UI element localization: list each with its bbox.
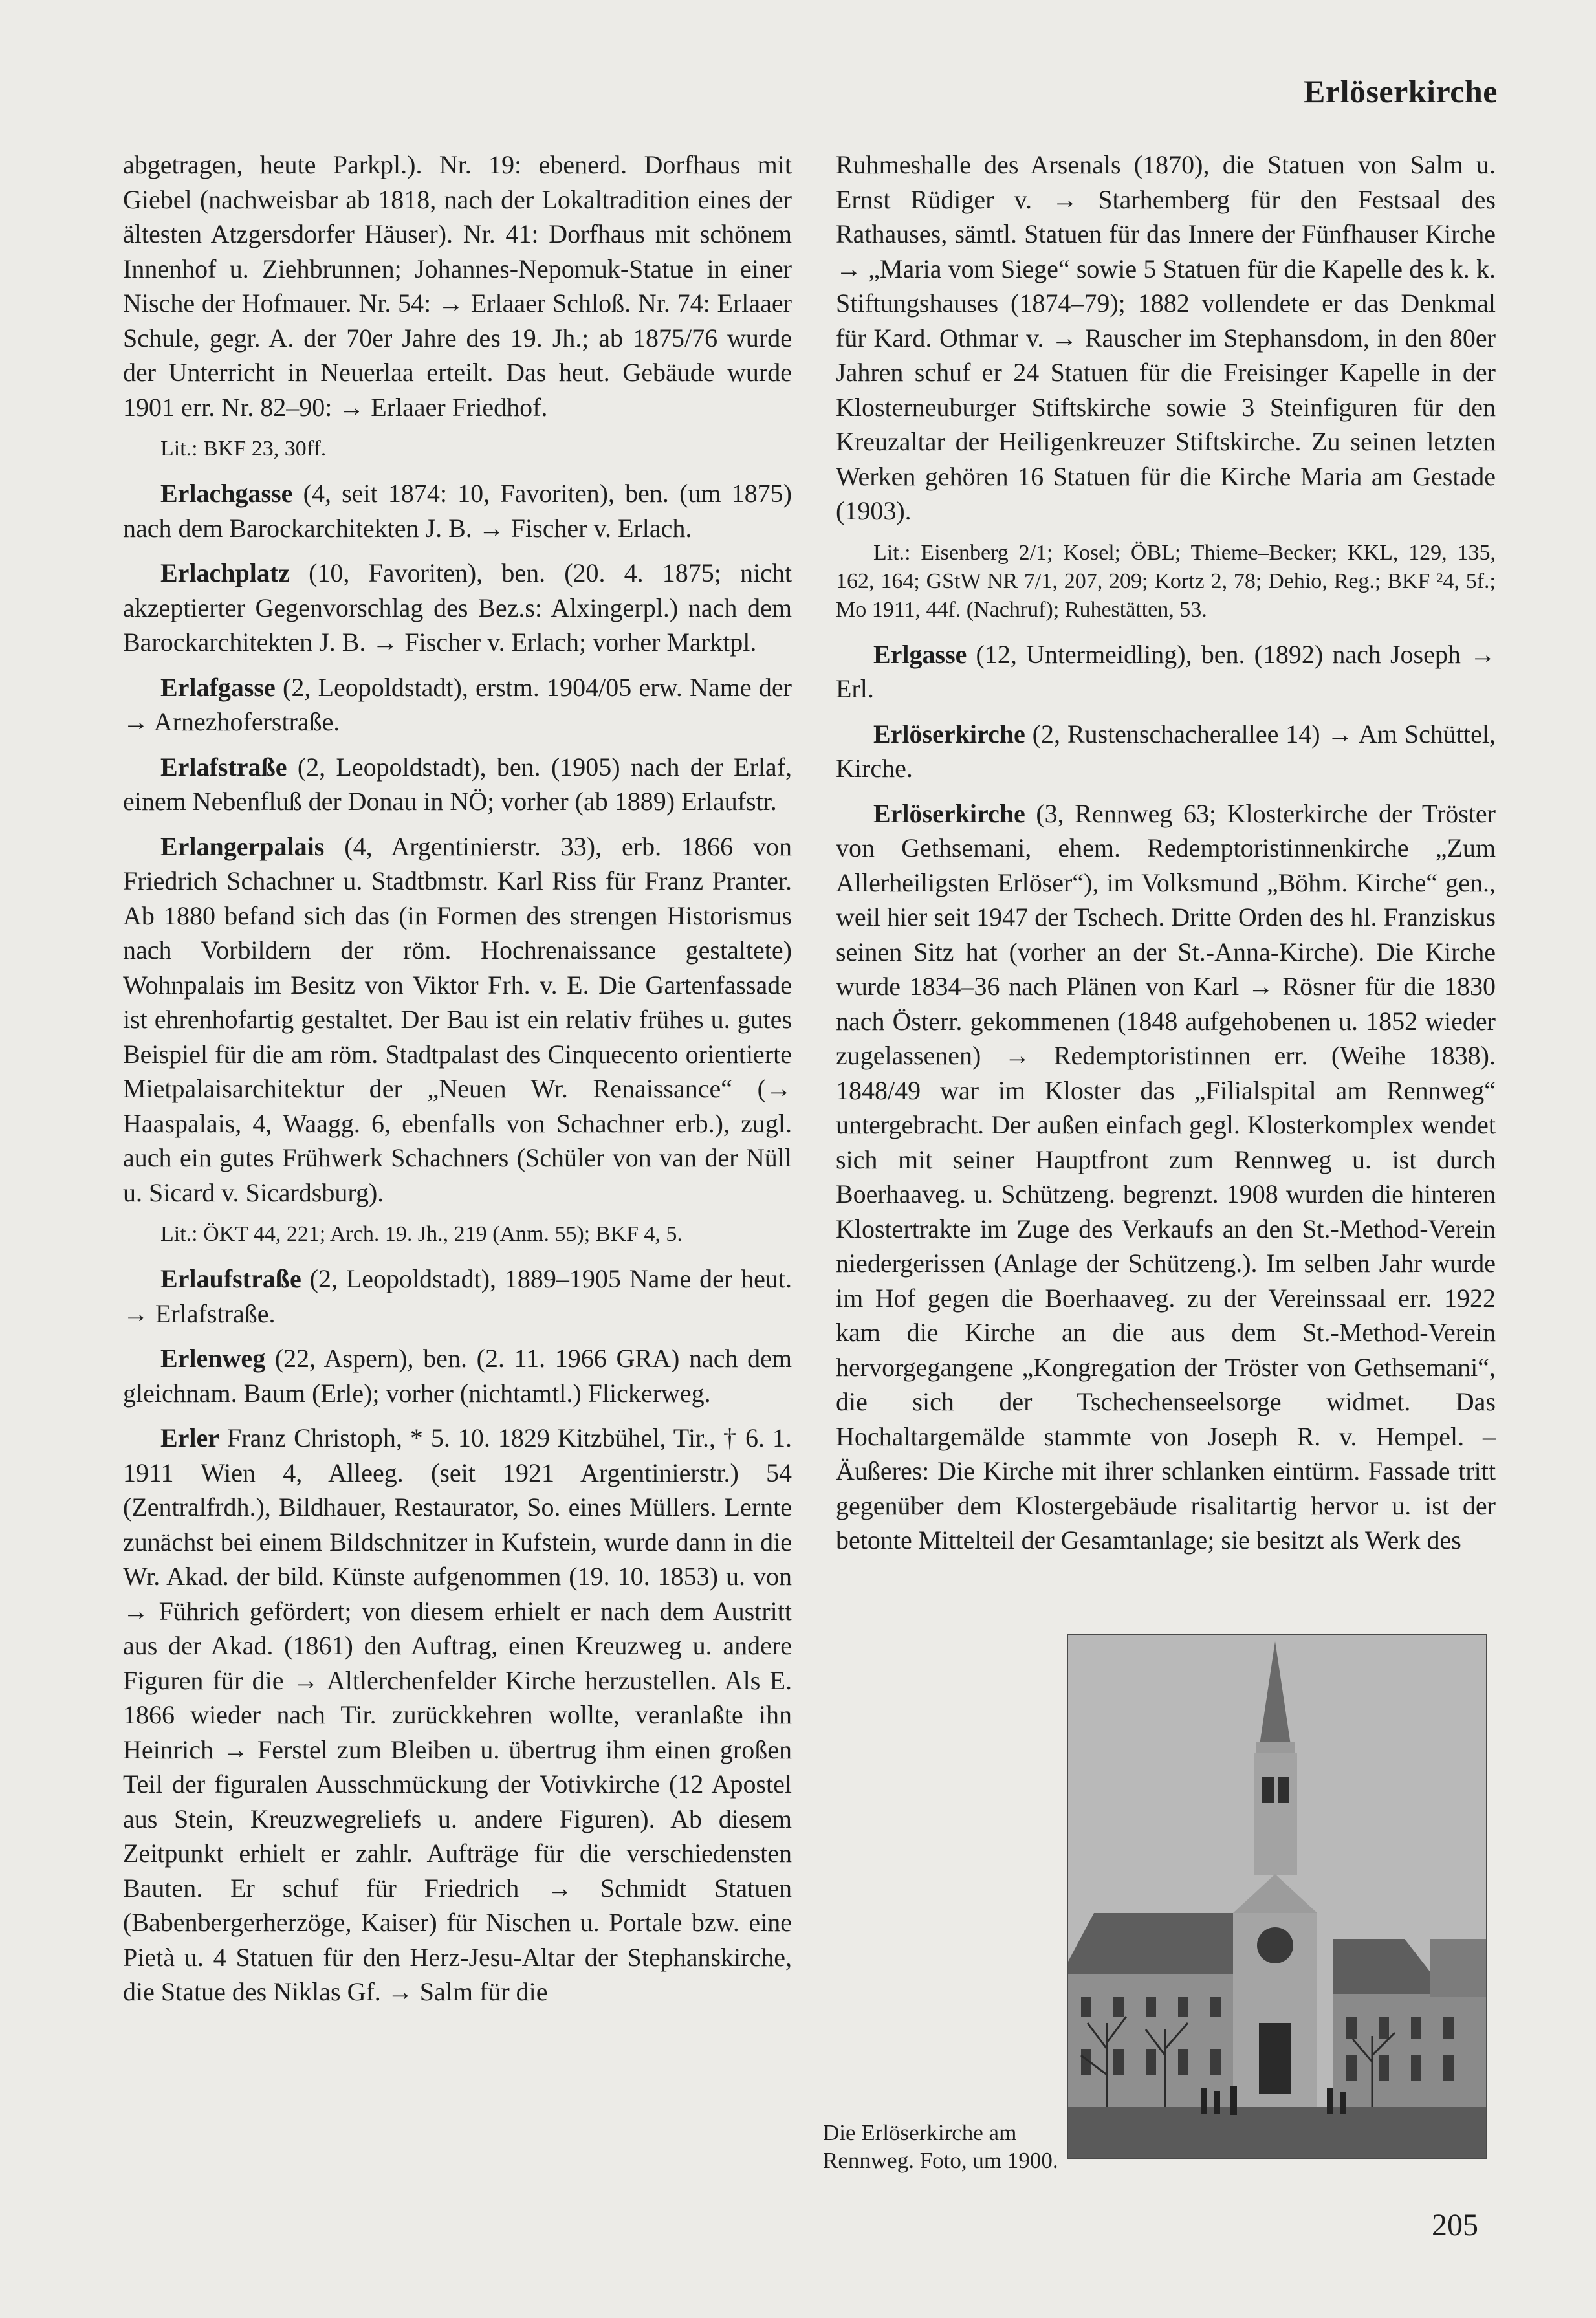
church-illustration	[1068, 1635, 1486, 2158]
page-number: 205	[1432, 2208, 1478, 2242]
entry-text: (4, Argentinierstr. 33), erb. 1866 von Friedrich Schachner u. Stadtbmstr. Karl Riss für Franz Pranter. Ab 1880 befand sich das (in Formen des strengen Historismus nach Vorbildern der röm. Hochrenaissance gestaltete) Wohnpalais im Besitz von Viktor Frh. v. E. Die Gartenfassade ist ehrenhofartig gestaltet. Der Bau ist ein relativ frühes u. gutes Beispiel für die am röm. Stadtpalast des Cinquecento orientierte Mietpalaisarchitektur der „Neuen Wr. Renaissance“ (→ Haaspalais, 4, Waagg. 6, ebenfalls von Schachner erb.), zugl. auch ein gutes Frühwerk Schachners (Schüler von van der Nüll u. Sicard v. Sicardsburg).	[123, 831, 792, 1207]
entry-text: (4, seit 1874: 10, Favoriten), ben. (um 1875) nach dem Barockarchitekten J. B. → Fischer v. Erlach.	[123, 479, 792, 543]
entry	[123, 1421, 792, 2009]
entry	[123, 670, 792, 739]
entry	[123, 1341, 792, 1410]
entry	[836, 148, 1496, 529]
entry	[836, 717, 1496, 786]
entry	[836, 796, 1496, 1558]
photo-caption: Die Erlöserkirche am Rennweg. Foto, um 1900.	[823, 2120, 1058, 2173]
left-column	[123, 148, 792, 2020]
entry	[123, 1262, 792, 1331]
entry-headword: Erlöserkirche	[873, 798, 1025, 828]
entry	[123, 556, 792, 660]
right-block	[1430, 1939, 1486, 1997]
left-wing	[1068, 1974, 1256, 2114]
entry-headword: Erlenweg	[160, 1344, 266, 1373]
entry-text: (10, Favoriten), ben. (20. 4. 1875; nicht akzeptierter Gegenvorschlag des Bez.s: Alxingerpl.) nach dem Barockarchitekten J. B. → Fischer v. Erlach; vorher Marktpl.	[123, 558, 792, 657]
entry-text: (2, Leopoldstadt), 1889–1905 Name der heut. → Erlafstraße.	[123, 1264, 792, 1328]
entry-headword: Erler	[160, 1423, 220, 1452]
tower-window-right	[1278, 1777, 1289, 1803]
tower-window-left	[1262, 1777, 1274, 1803]
ground	[1068, 2107, 1486, 2158]
entry	[123, 829, 792, 1210]
entry-text: Ruhmeshalle des Arsenals (1870), die Statuen von Salm u. Ernst Rüdiger v. → Starhemberg für den Festsaal des Rathauses, sämtl. Statuen für das Innere der Fünfhauser Kirche → „Maria vom Siege“ sowie 5 Statuen für die Kapelle des k. k. Stiftungshauses (1874–79); 1882 vollendete er das Denkmal für Kard. Othmar v. → Rauscher im Stephansdom, in den 80er Jahren schuf er 24 Statuen für die Freisinger Kapelle in der Klosterneuburger Stiftskirche sowie 3 Steinfiguren für den Kreuzaltar der Heiligenkreuzer Stiftskirche. Zu seinen letzten Werken gehören 16 Statuen für die Kirche Maria am Gestade (1903).	[836, 150, 1496, 525]
entry-headword: Erlaufstraße	[160, 1264, 301, 1293]
right-wing	[1333, 1994, 1486, 2114]
entry-text: Franz Christoph, * 5. 10. 1829 Kitzbühel, Tir., † 6. 1. 1911 Wien 4, Alleeg. (seit 1921 Argentinierstr.) 54 (Zentralfrdh.), Bildhauer, Restaurator, So. eines Müllers. Lernte zunächst bei einem Bildschnitzer in Kufstein, wurde dann in die Wr. Akad. der bild. Künste aufgenommen (19. 10. 1853) u. von → Führich gefördert; von diesem erhielt er nach dem Austritt aus der Akad. (1861) den Auftrag, einen Kreuzweg u. andere Figuren für die → Altlerchenfelder Kirche herzustellen. Als E. 1866 wieder nach Tir. zurückkehren wollte, veranlaßte ihn Heinrich → Ferstel zum Bleiben u. übertrug ihm einen großen Teil der figuralen Ausschmückung der Votivkirche (12 Apostel aus Stein, Kreuzwegreliefs u. andere Figuren). Ab diesem Zeitpunkt erhielt er zahlr. Aufträge für die verschiedensten Bauten. Er schuf für Friedrich → Schmidt Statuen (Babenbergerherzöge, Kaiser) für Nischen u. Portale bzw. eine Pietà u. 4 Statuen für den Herz-Jesu-Altar der Stephanskirche, die Statue des Niklas Gf. → Salm für die	[123, 1423, 792, 2006]
entry	[123, 148, 792, 424]
entry-text: (2, Rustenschacherallee 14) → Am Schüttel, Kirche.	[836, 719, 1496, 783]
entry-text: (3, Rennweg 63; Klosterkirche der Tröster von Gethsemani, ehem. Redemptoristinnenkirche „Zum Allerheiligsten Erlöser“), im Volksmund „Böhm. Kirche“ gen., weil hier seit 1947 der Tschech. Dritte Orden des hl. Franziskus seinen Sitz hat (vorher an der St.-Anna-Kirche). Die Kirche wurde 1834–36 nach Plänen von Karl → Rösner für die 1830 nach Österr. gekommenen (1848 aufgehobenen u. 1852 wieder zugelassenen) → Redemptoristinnen err. (Weihe 1838). 1848/49 war im Kloster das „Filialspital am Rennweg“ untergebracht. Der außen einfach gegl. Klosterkomplex wendet sich mit seiner Hauptfront zum Rennweg u. ist durch Boerhaaveg. u. Schützeng. begrenzt. 1908 wurden die hinteren Klostertrakte im Zuge des Verkaufs an den St.-Method-Verein niedergerissen (Anlage der Schützeng.). Im selben Jahr wurde im Hof gegen die Boerhaaveg. zu der Vereinssaal err. 1922 kam die Kirche an die aus dem St.-Method-Verein hervorgegangene „Kongregation der Tröster von Gethsemani“, die sich der Tschechenseelsorge widmet. Das Hochaltargemälde stammte von Joseph R. v. Hempel. – Äußeres: Die Kirche mit ihrer schlanken eintürm. Fassade tritt gegenüber dem Klostergebäude risalitartig hervor u. ist der betonte Mittelteil der Gesamtanlage; sie besitzt als Werk des	[836, 798, 1496, 1555]
entry	[836, 637, 1496, 706]
entry-headword: Erlangerpalais	[160, 831, 325, 861]
entry-text: (2, Leopoldstadt), erstm. 1904/05 erw. Name der → Arnezhoferstraße.	[123, 672, 792, 736]
portal	[1259, 2023, 1291, 2094]
literature-reference: Lit.: ÖKT 44, 221; Arch. 19. Jh., 219 (Anm. 55); BKF 4, 5.	[160, 1222, 683, 1246]
entry-headword: Erlafstraße	[160, 752, 287, 782]
entry-headword: Erlachplatz	[160, 558, 290, 587]
entry-text: (12, Untermeidling), ben. (1892) nach Joseph → Erl.	[836, 639, 1496, 703]
literature-reference: Lit.: BKF 23, 30ff.	[160, 437, 327, 461]
literature-reference: Lit.: Eisenberg 2/1; Kosel; ÖBL; Thieme–Becker; KKL, 129, 135, 162, 164; GStW NR 7/1, 207, 209; Kortz 2, 78; Dehio, Reg.; BKF ²4, 5f.; Mo 1911, 44f. (Nachruf); Ruhestätten, 53.	[836, 540, 1496, 622]
left-roof	[1068, 1913, 1256, 1978]
entry-headword: Erlachgasse	[160, 479, 293, 508]
entry-text: (2, Leopoldstadt), ben. (1905) nach der Erlaf, einem Nebenfluß der Donau in NÖ; vorher (ab 1889) Erlaufstr.	[123, 752, 792, 816]
entry-headword: Erlöserkirche	[873, 719, 1025, 749]
entry	[123, 750, 792, 819]
running-head: Erlöserkirche	[1304, 73, 1498, 109]
entry-text: (22, Aspern), ben. (2. 11. 1966 GRA) nach dem gleichnam. Baum (Erle); vorher (nichtamtl.) Flickerweg.	[123, 1344, 792, 1408]
entry-headword: Erlafgasse	[160, 672, 276, 702]
entry	[123, 476, 792, 545]
entry-headword: Erlgasse	[873, 639, 967, 669]
right-column	[836, 148, 1496, 1568]
entry-text: abgetragen, heute Parkpl.). Nr. 19: ebenerd. Dorfhaus mit Giebel (nachweisbar ab 1818, nach der Lokaltradition eines der ältesten Atzgersdorfer Häuser). Nr. 41: Dorfhaus mit schönem Innenhof u. Ziehbrunnen; Johannes-Nepomuk-Statue in einer Nische der Hofmauer. Nr. 54: → Erlaaer Schloß. Nr. 74: Erlaaer Schule, gegr. A. der 70er Jahre des 19. Jh.; ab 1875/76 wurde der Unterricht in Neuerlaa erteilt. Das heut. Gebäude wurde 1901 err. Nr. 82–90: → Erlaaer Friedhof.	[123, 150, 792, 422]
tower	[1254, 1753, 1297, 1875]
church-photo	[1067, 1634, 1487, 2159]
rose-window	[1257, 1927, 1293, 1963]
